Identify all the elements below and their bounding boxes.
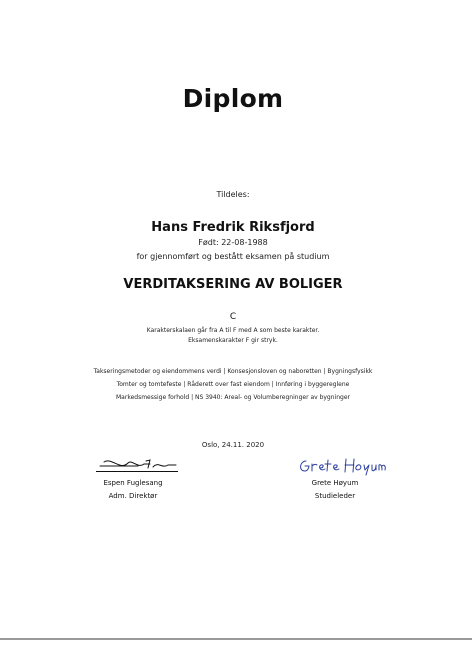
grade-scale-line-2: Eksamenskarakter F gir stryk.	[188, 337, 278, 344]
page-bottom-rule	[0, 638, 472, 640]
signatory-left-name: Espen Fuglesang	[103, 479, 163, 487]
course-name: VERDITAKSERING AV BOLIGER	[123, 277, 343, 292]
topics-line-3: Markedsmessige forhold | NS 3940: Areal- og Volumberegninger av bygninger	[116, 394, 350, 401]
grade: C	[229, 312, 237, 322]
grade-scale-line-1: Karakterskalaen går fra A til F med A som beste karakter.	[146, 327, 320, 334]
signature-line-left	[96, 471, 178, 472]
signatory-left-role: Adm. Direktør	[108, 492, 158, 500]
signatory-right-role: Studieleder	[314, 492, 356, 500]
signatory-right-name: Grete Høyum	[311, 479, 359, 487]
signature-right-handwritten	[296, 455, 386, 477]
place-and-date: Oslo, 24.11. 2020	[201, 441, 265, 449]
awarded-to-label: Tildeles:	[216, 190, 250, 199]
topics-line-2: Tomter og tomtefeste | Råderett over fast eiendom | Innføring i byggereglene	[116, 381, 350, 388]
birth-date: Født: 22-08-1988	[198, 238, 268, 247]
diploma-title: Diplom	[182, 84, 284, 113]
completion-text: for gjennomført og bestått eksamen på studium	[136, 252, 330, 261]
signature-left-scribble	[98, 455, 178, 475]
recipient-name: Hans Fredrik Riksfjord	[151, 220, 315, 235]
topics-line-1: Takseringsmetoder og eiendommens verdi | Konsesjonsloven og naboretten | Bygningsfysikk	[93, 368, 373, 375]
